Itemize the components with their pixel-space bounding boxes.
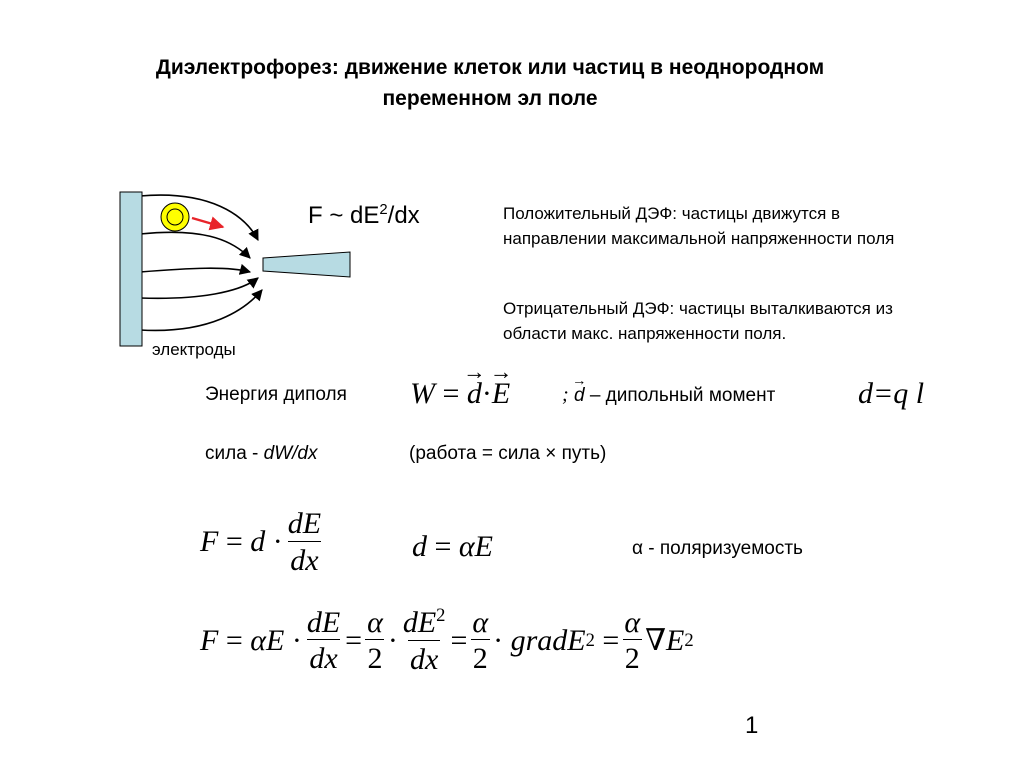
negative-dep-line-1: Отрицательный ДЭФ: частицы выталкиваются из	[503, 299, 893, 318]
force-formula-2: F = αE · $\frac{dE}{dx}$ = $\frac{\alpha}{2}$ · $\frac{dE^2}{dx}$ = $\frac{\alpha}{2}$ · gradE 2 = $\frac{\alpha}{2}$ ∇ E 2	[200, 605, 694, 676]
plate-electrode	[120, 192, 142, 346]
particle-core	[167, 209, 183, 225]
title-line-1: Диэлектрофорез: движение клеток или частиц в неоднородном	[155, 56, 825, 79]
slide-title	[0, 52, 980, 114]
force-prop-tail: /dx	[387, 202, 420, 229]
dipole-moment-formula: d=q l	[858, 377, 925, 410]
force-def	[205, 443, 318, 465]
force-formula-1: F = d · $\frac{dE}{dx}$	[200, 507, 322, 577]
dipole-energy-formula: W = → d · → E	[410, 377, 510, 411]
field-line-3	[140, 268, 250, 272]
dipole-moment-label: – дипольный момент	[589, 384, 776, 406]
dep-force-arrow	[192, 218, 223, 227]
negative-dep-line-2: области макс. напряженности поля.	[503, 324, 787, 343]
pointed-electrode	[263, 252, 350, 277]
polarizability-label: α - поляризуемость	[632, 538, 803, 559]
dipole-moment-def: ; → d – дипольный момент	[562, 384, 775, 407]
title-line-2: переменном эл поле	[382, 87, 598, 110]
positive-dep-line-2: направлении максимальной напряженности поля	[503, 229, 895, 248]
force-prop-exponent: 2	[379, 202, 388, 218]
force-label: сила -	[205, 443, 264, 464]
induced-dipole-formula: d = αE	[412, 530, 493, 563]
force-expr: dW/dx	[263, 443, 318, 464]
positive-dep-line-1: Положительный ДЭФ: частицы движутся в	[503, 204, 841, 223]
negative-dep-text	[503, 296, 893, 346]
work-note: (работа = сила × путь)	[409, 443, 607, 464]
force-proportionality	[308, 202, 420, 230]
field-line-2	[140, 232, 250, 258]
electrodes-label: электроды	[152, 340, 236, 359]
field-line-4	[140, 278, 258, 298]
positive-dep-text	[503, 201, 894, 251]
dipole-energy-label: Энергия диполя	[205, 384, 347, 405]
force-prop-main: F ~ dE	[308, 202, 380, 229]
page-number: 1	[745, 712, 759, 739]
